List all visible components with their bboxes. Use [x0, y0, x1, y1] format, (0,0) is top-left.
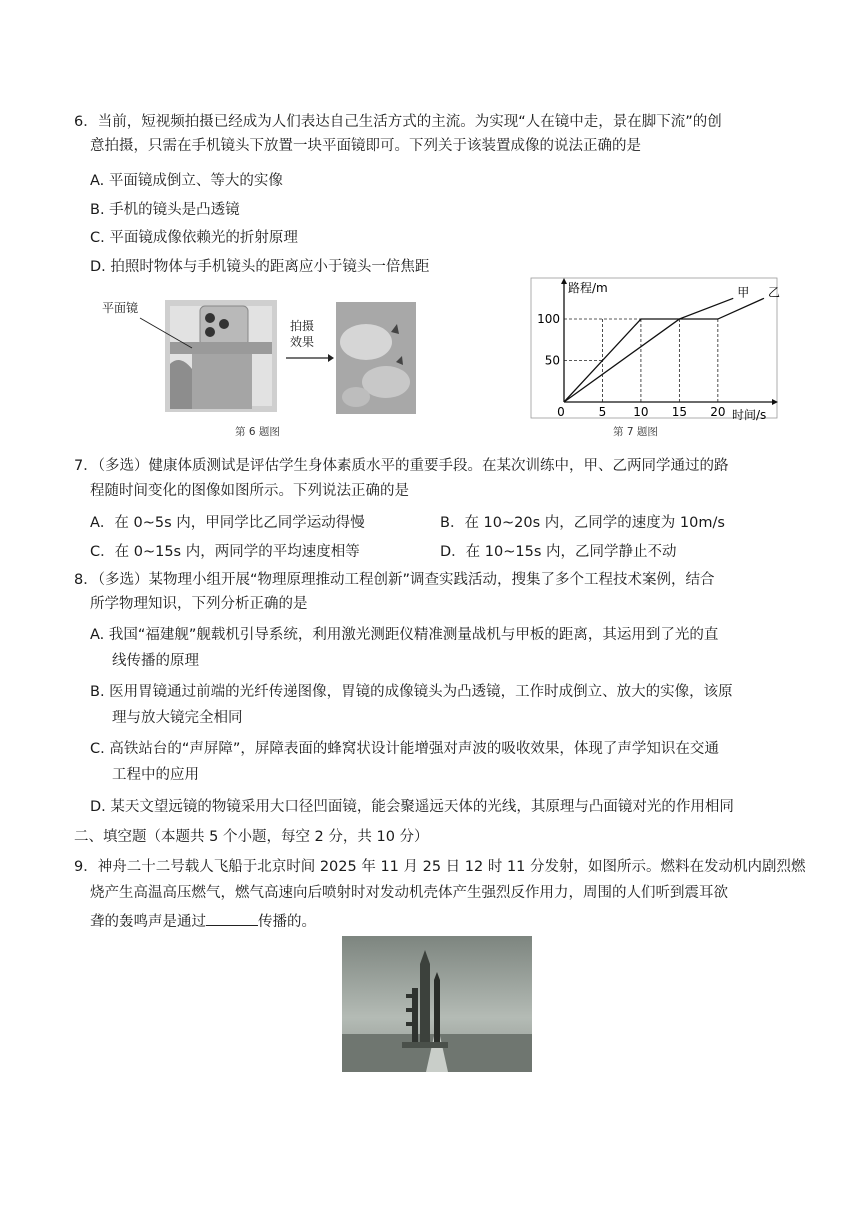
series-line-1	[564, 298, 733, 402]
series-label-1: 甲	[737, 285, 750, 300]
y-axis-label: 路程/m	[568, 281, 608, 295]
q9-line2: 烧产生高温高压燃气，燃气高速向后喷射时对发动机壳体产生强烈反作用力，周围的人们听到震耳欲	[90, 885, 728, 901]
answer-blank[interactable]	[206, 910, 258, 926]
rocket-launch-photo	[342, 936, 532, 1072]
q6-option-d: D. 拍照时物体与手机镜头的距离应小于镜头一倍焦距	[90, 259, 430, 275]
q8-option-c-line1: C. 高铁站台的“声屏障”，屏障表面的蜂窝状设计能增强对声波的吸收效果，体现了声学知识在交通	[90, 741, 719, 757]
section-heading: 二、填空题（本题共 5 个小题，每空 2 分，共 10 分）	[74, 829, 429, 845]
q8-option-a-line2: 线传播的原理	[112, 653, 199, 669]
q6-stem-line2: 意拍摄，只需在手机镜头下放置一块平面镜即可。下列关于该装置成像的说法正确的是	[90, 138, 641, 154]
q7-option-b: B．在 10~20s 内，乙同学的速度为 10m/s	[440, 515, 725, 531]
q7-caption: 第 7 题图	[613, 426, 658, 438]
q8-option-c-line2: 工程中的应用	[112, 767, 199, 783]
q7-option-c: C．在 0~15s 内，两同学的平均速度相等	[90, 544, 360, 560]
effect-label-2: 效果	[290, 335, 315, 349]
q8-stem-line1: 8．（多选）某物理小组开展“物理原理推动工程创新”调查实践活动，搜集了多个工程技术案例，结合	[74, 572, 715, 588]
x-tick-label: 5	[598, 405, 607, 419]
effect-label-1: 拍摄	[290, 319, 315, 333]
q6-option-c: C. 平面镜成像依赖光的折射原理	[90, 230, 298, 246]
q7-option-a: A．在 0~5s 内，甲同学比乙同学运动得慢	[90, 515, 365, 531]
y-tick-label: 50	[544, 353, 560, 368]
x-tick-label: 0	[557, 405, 565, 419]
q6-stem-line1: 6．当前，短视频拍摄已经成为人们表达自己生活方式的主流。为实现“人在镜中走，景在脚下流”的创	[74, 114, 722, 130]
shooting-effect-photo	[336, 302, 416, 414]
mirror-label: 平面镜	[102, 301, 139, 315]
y-axis-arrow	[561, 278, 567, 284]
x-axis-label: 时间/s	[732, 408, 767, 422]
arrow-icon	[284, 352, 334, 364]
q8-option-b-line2: 理与放大镜完全相同	[112, 710, 243, 726]
q6-figure	[100, 294, 420, 420]
q7-stem-line1: 7．（多选）健康体质测试是评估学生身体素质水平的重要手段。在某次训练中，甲、乙两同学通过的路	[74, 458, 729, 474]
q9-line3	[90, 910, 316, 932]
x-tick-label: 15	[671, 405, 688, 419]
q8-option-d: D. 某天文望远镜的物镜采用大口径凹面镜，能会聚遥远天体的光线，其原理与凸面镜对光的作用相同	[90, 799, 734, 815]
x-tick-label: 20	[710, 405, 726, 419]
q6-caption: 第 6 题图	[235, 426, 280, 438]
q9-line3-pre: 聋的轰鸣声是通过	[90, 914, 206, 930]
q8-stem-line2: 所学物理知识，下列分析正确的是	[90, 596, 308, 612]
q6-option-b: B. 手机的镜头是凸透镜	[90, 202, 240, 218]
q9-line1: 9．神舟二十二号载人飞船于北京时间 2025 年 11 月 25 日 12 时 11 分发射，如图所示。燃料在发动机内剧烈燃	[74, 859, 806, 875]
phone-mirror-photo	[100, 294, 300, 420]
q8-option-b-line1: B. 医用胃镜通过前端的光纤传递图像，胃镜的成像镜头为凸透镜，工作时成倒立、放大的实像，该原	[90, 684, 733, 700]
q6-option-a: A. 平面镜成倒立、等大的实像	[90, 173, 283, 189]
q7-stem-line2: 程随时间变化的图像如图所示。下列说法正确的是	[90, 483, 409, 499]
series-line-2	[564, 298, 764, 402]
series-label-2: 乙	[768, 285, 780, 300]
q9-line3-post: 传播的。	[258, 914, 316, 930]
x-tick-label: 10	[633, 405, 649, 419]
q7-distance-time-chart	[528, 276, 780, 422]
q7-option-d: D．在 10~15s 内，乙同学静止不动	[440, 544, 677, 560]
y-tick-label: 100	[537, 312, 560, 327]
q8-option-a-line1: A. 我国“福建舰”舰载机引导系统，利用激光测距仪精准测量战机与甲板的距离，其运用到了光的直	[90, 627, 719, 643]
